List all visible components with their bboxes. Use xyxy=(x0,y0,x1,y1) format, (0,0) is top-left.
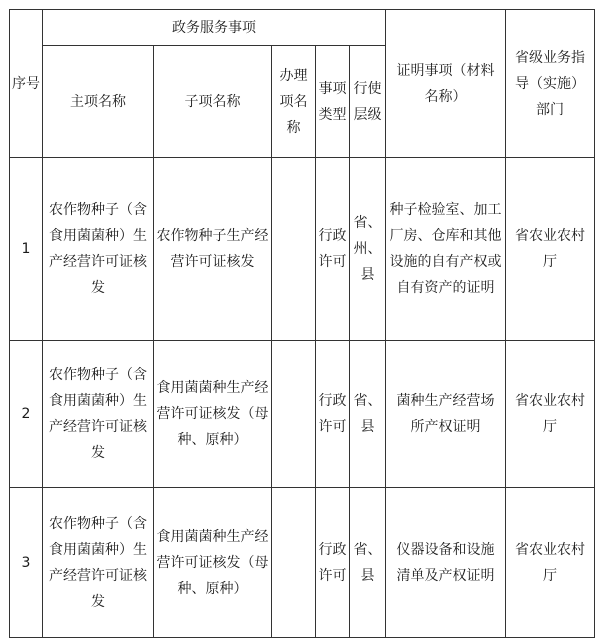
header-dept: 省级业务指导（实施）部门 xyxy=(506,10,595,158)
cell-level: 省、县 xyxy=(350,488,386,638)
cell-dept: 省农业农村厅 xyxy=(506,488,595,638)
cell-main-item: 农作物种子（含食用菌菌种）生产经营许可证核发 xyxy=(43,158,154,341)
header-seq: 序号 xyxy=(10,10,43,158)
table-row xyxy=(10,158,595,341)
cell-seq: 1 xyxy=(10,158,43,341)
cell-item-type: 行政许可 xyxy=(316,488,350,638)
header-main-item: 主项名称 xyxy=(43,46,154,158)
cell-handle-item xyxy=(272,341,316,488)
cell-proof: 种子检验室、加工厂房、仓库和其他设施的自有产权或自有资产的证明 xyxy=(386,158,506,341)
cell-sub-item: 食用菌菌种生产经营许可证核发（母种、原种） xyxy=(154,488,272,638)
cell-sub-item: 农作物种子生产经营许可证核发 xyxy=(154,158,272,341)
cell-main-item: 农作物种子（含食用菌菌种）生产经营许可证核发 xyxy=(43,488,154,638)
table-row xyxy=(10,488,595,638)
cell-proof: 仪器设备和设施清单及产权证明 xyxy=(386,488,506,638)
cell-main-item: 农作物种子（含食用菌菌种）生产经营许可证核发 xyxy=(43,341,154,488)
cell-item-type: 行政许可 xyxy=(316,341,350,488)
header-item-type: 事项类型 xyxy=(316,46,350,158)
header-service-group: 政务服务事项 xyxy=(43,10,386,46)
header-sub-item: 子项名称 xyxy=(154,46,272,158)
cell-proof: 菌种生产经营场所产权证明 xyxy=(386,341,506,488)
cell-seq: 3 xyxy=(10,488,43,638)
header-proof: 证明事项（材料名称） xyxy=(386,10,506,158)
cell-level: 省、县 xyxy=(350,341,386,488)
cell-dept: 省农业农村厅 xyxy=(506,158,595,341)
cell-level: 省、州、县 xyxy=(350,158,386,341)
cell-sub-item: 食用菌菌种生产经营许可证核发（母种、原种） xyxy=(154,341,272,488)
proof-items-table xyxy=(9,9,595,638)
cell-seq: 2 xyxy=(10,341,43,488)
header-row-1 xyxy=(10,10,595,46)
table-row xyxy=(10,341,595,488)
cell-handle-item xyxy=(272,158,316,341)
cell-dept: 省农业农村厅 xyxy=(506,341,595,488)
header-level: 行使层级 xyxy=(350,46,386,158)
header-handle-item: 办理项名称 xyxy=(272,46,316,158)
cell-handle-item xyxy=(272,488,316,638)
cell-item-type: 行政许可 xyxy=(316,158,350,341)
